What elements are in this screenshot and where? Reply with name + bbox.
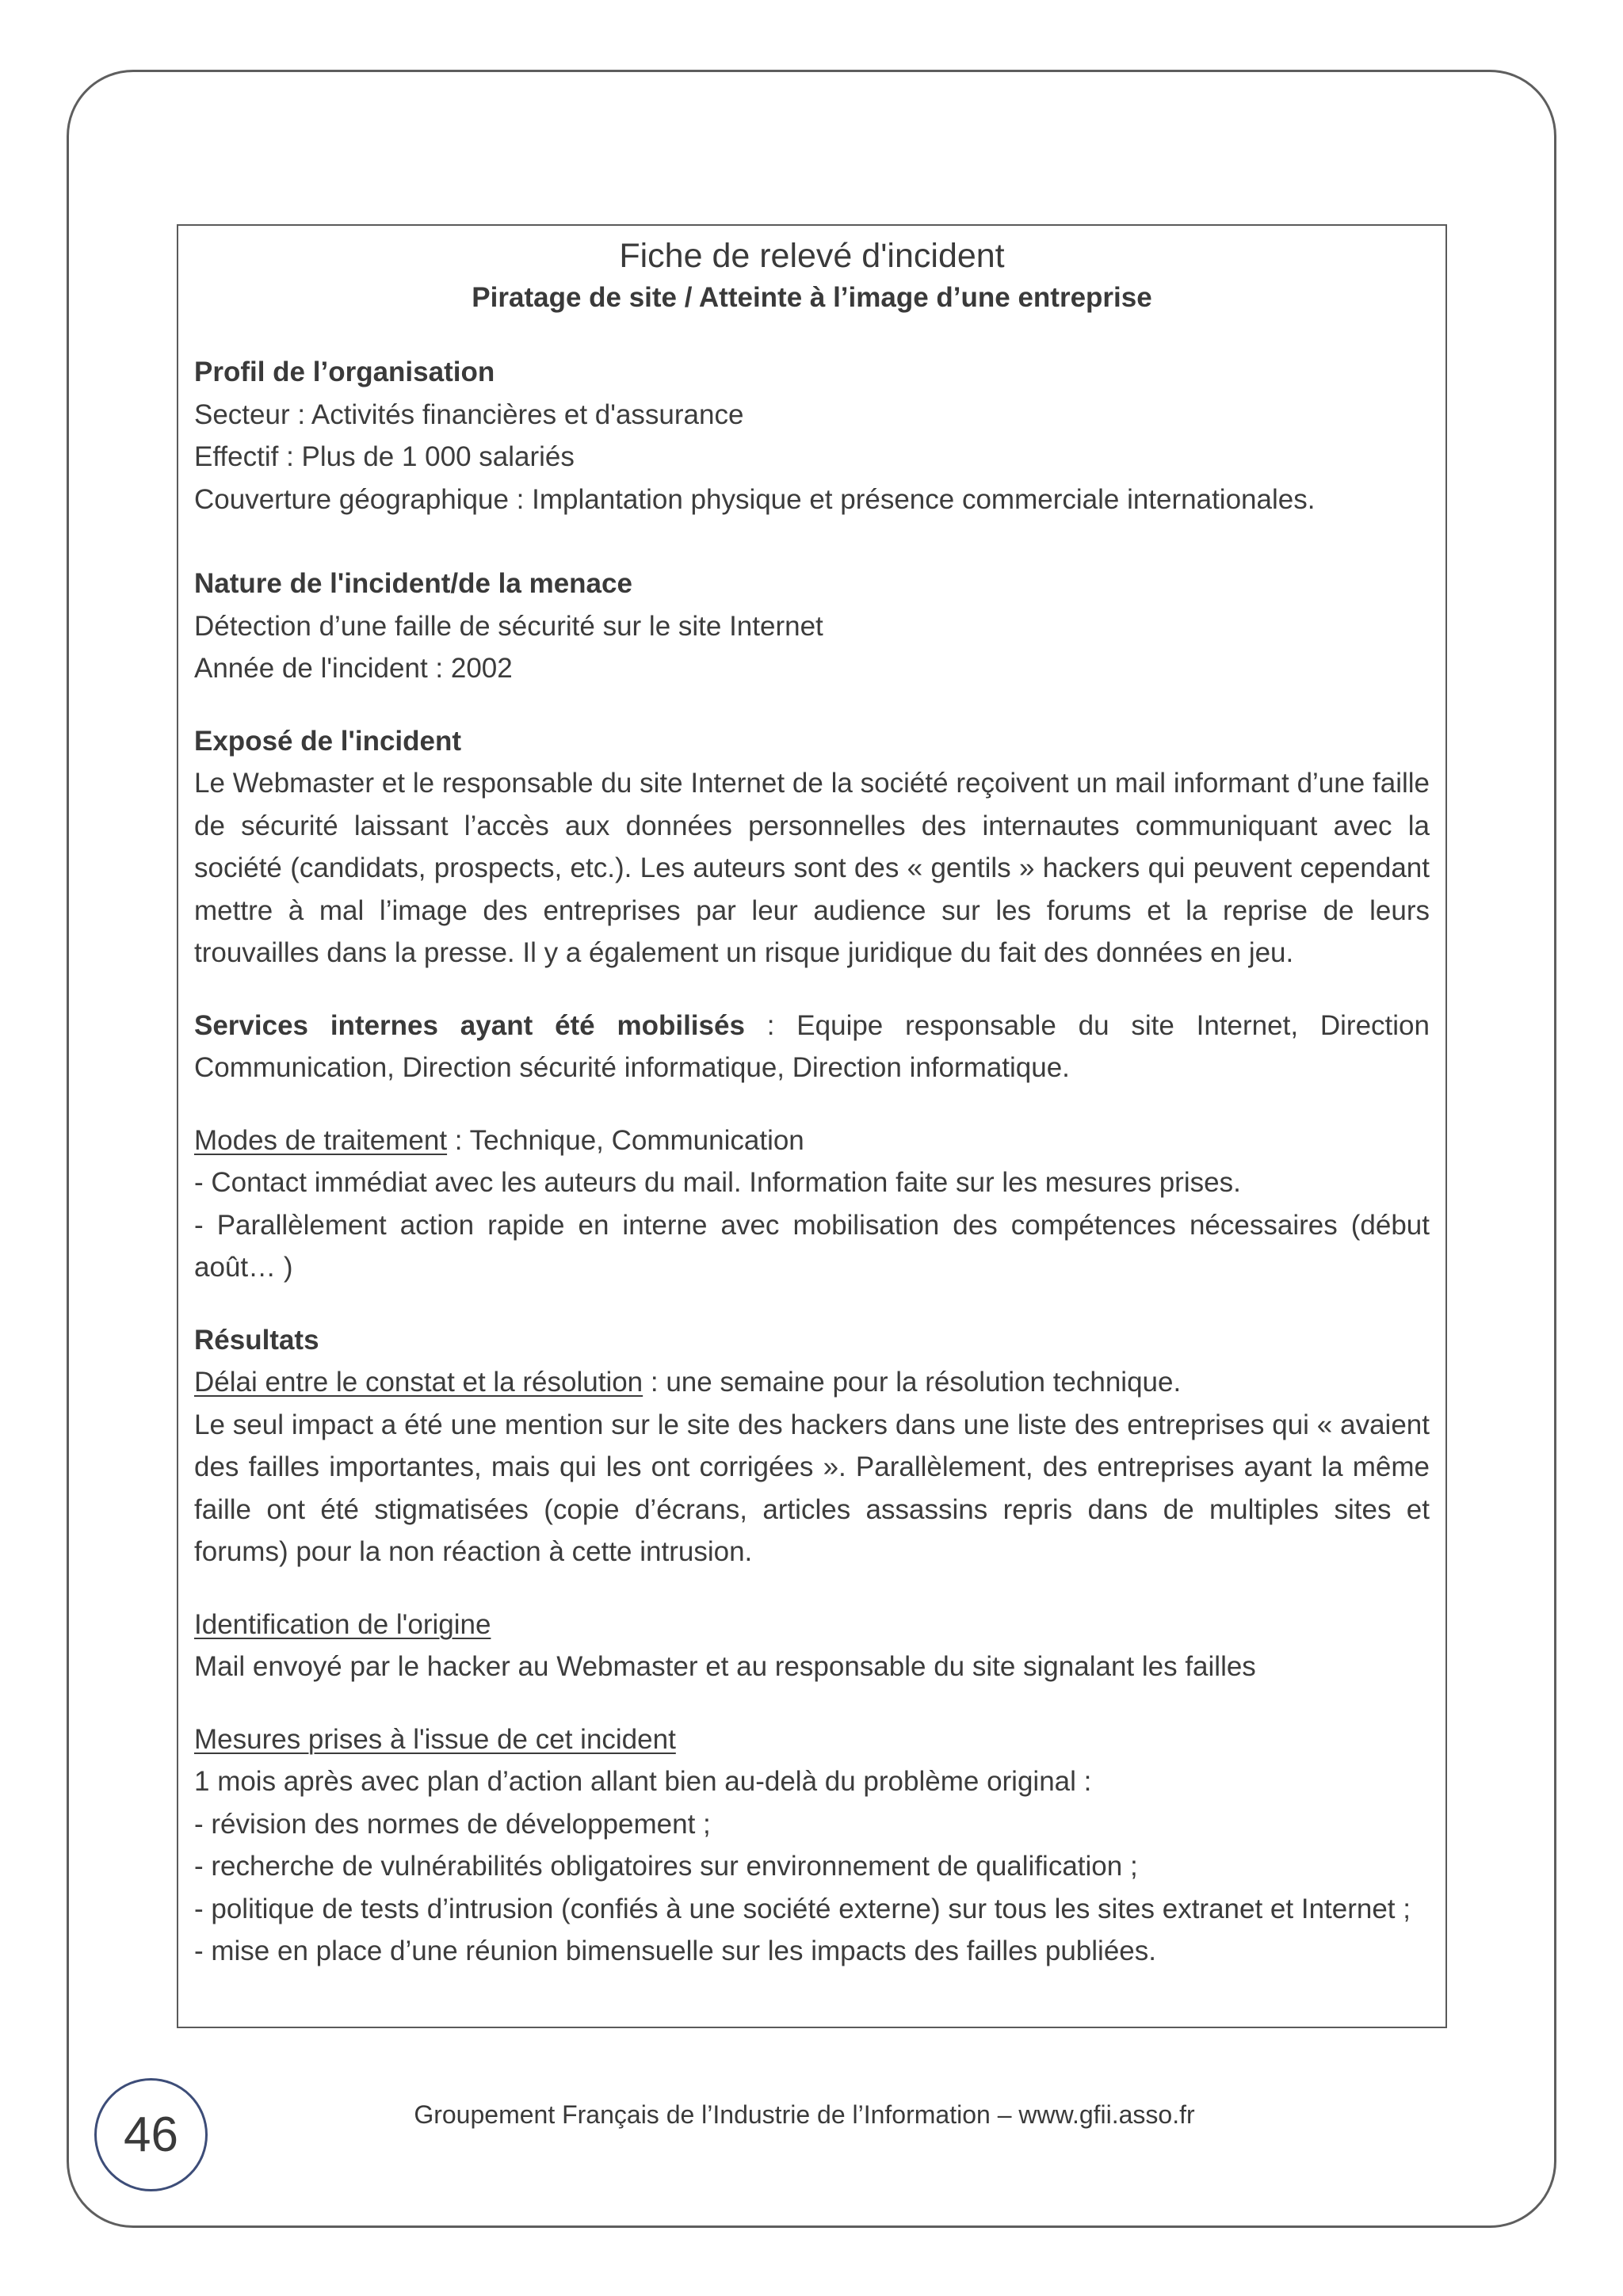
profil-effectif: Effectif : Plus de 1 000 salariés [194, 441, 575, 472]
section-resultats [194, 1319, 1430, 1573]
sheet-content [194, 351, 1430, 1973]
profil-couverture: Couverture géographique : Implantation physique et présence commerciale internationales. [194, 483, 1316, 515]
mesures-item-4: - mise en place d’une réunion bimensuelle sur les impacts des failles publiées. [194, 1936, 1156, 1966]
mesures-item-2: - recherche de vulnérabilités obligatoires sur environnement de qualification ; [194, 1851, 1138, 1882]
page-number: 46 [94, 2078, 208, 2191]
mesures-item-1: - révision des normes de développement ; [194, 1808, 711, 1840]
sheet-subtitle: Piratage de site / Atteinte à l’image d’une entreprise [472, 282, 1152, 313]
footer-text: Groupement Français de l’Industrie de l’Information – www.gfii.asso.fr [414, 2100, 1195, 2129]
modes-heading-rest: : Technique, Communication [447, 1124, 804, 1156]
resultats-heading: Résultats [194, 1324, 319, 1356]
section-services [194, 1005, 1430, 1089]
nature-annee: Année de l'incident : 2002 [194, 653, 513, 684]
section-nature [194, 563, 1430, 690]
resultats-text: Le seul impact a été une mention sur le site des hackers dans une liste des entreprises qui « avaient des failles importantes, mais qui les ont corrigées ». Parallèlement, des entreprises ayant la même faille ont été stigmatisées (copie d’écrans, articles assassins repris dans de multiples sites et forums) pour la non réaction à cette intrusion. [194, 1409, 1430, 1567]
nature-heading: Nature de l'incident/de la menace [194, 568, 632, 599]
sheet-title: Fiche de relevé d'incident [619, 237, 1005, 275]
mesures-intro: 1 mois après avec plan d’action allant bien au-delà du problème original : [194, 1766, 1092, 1797]
modes-line-1: - Contact immédiat avec les auteurs du mail. Information faite sur les mesures prises. [194, 1167, 1241, 1198]
mesures-heading: Mesures prises à l'issue de cet incident [194, 1723, 676, 1755]
resultats-delai-label: Délai entre le constat et la résolution [194, 1367, 643, 1398]
profil-secteur: Secteur : Activités financières et d'assurance [194, 399, 744, 430]
services-text: : Equipe responsable du site Internet, Direction Communication, Direction sécurité informatique, Direction informatique. [194, 1009, 1430, 1083]
section-modes [194, 1119, 1430, 1289]
identification-text: Mail envoyé par le hacker au Webmaster et au responsable du site signalant les failles [194, 1651, 1256, 1682]
nature-detection: Détection d’une faille de sécurité sur le site Internet [194, 610, 823, 642]
modes-line-2: - Parallèlement action rapide en interne avec mobilisation des compétences nécessaires (début août… ) [194, 1209, 1430, 1283]
section-expose [194, 720, 1430, 974]
profil-heading: Profil de l’organisation [194, 357, 495, 387]
section-profil [194, 351, 1430, 521]
modes-heading: Modes de traitement [194, 1124, 448, 1156]
section-mesures [194, 1718, 1430, 1973]
expose-heading: Exposé de l'incident [194, 725, 462, 757]
services-heading: Services internes ayant été mobilisés [194, 1009, 745, 1041]
resultats-delai-rest: : une semaine pour la résolution technique. [643, 1367, 1182, 1398]
section-identification [194, 1604, 1430, 1688]
incident-sheet [177, 224, 1447, 2028]
mesures-item-3: - politique de tests d’intrusion (confiés à une société externe) sur tous les sites extranet et Internet ; [194, 1893, 1411, 1924]
expose-text: Le Webmaster et le responsable du site Internet de la société reçoivent un mail informant d’une faille de sécurité laissant l’accès aux données personnelles des internautes communiquant avec la société (candidats, prospects, etc.). Les auteurs sont des « gentils » hackers qui peuvent cependant mettre à mal l’image des entreprises par leur audience sur les forums et la reprise de leurs trouvailles dans la presse. Il y a également un risque juridique du fait des données en jeu. [194, 768, 1430, 968]
identification-heading: Identification de l'origine [194, 1608, 491, 1640]
